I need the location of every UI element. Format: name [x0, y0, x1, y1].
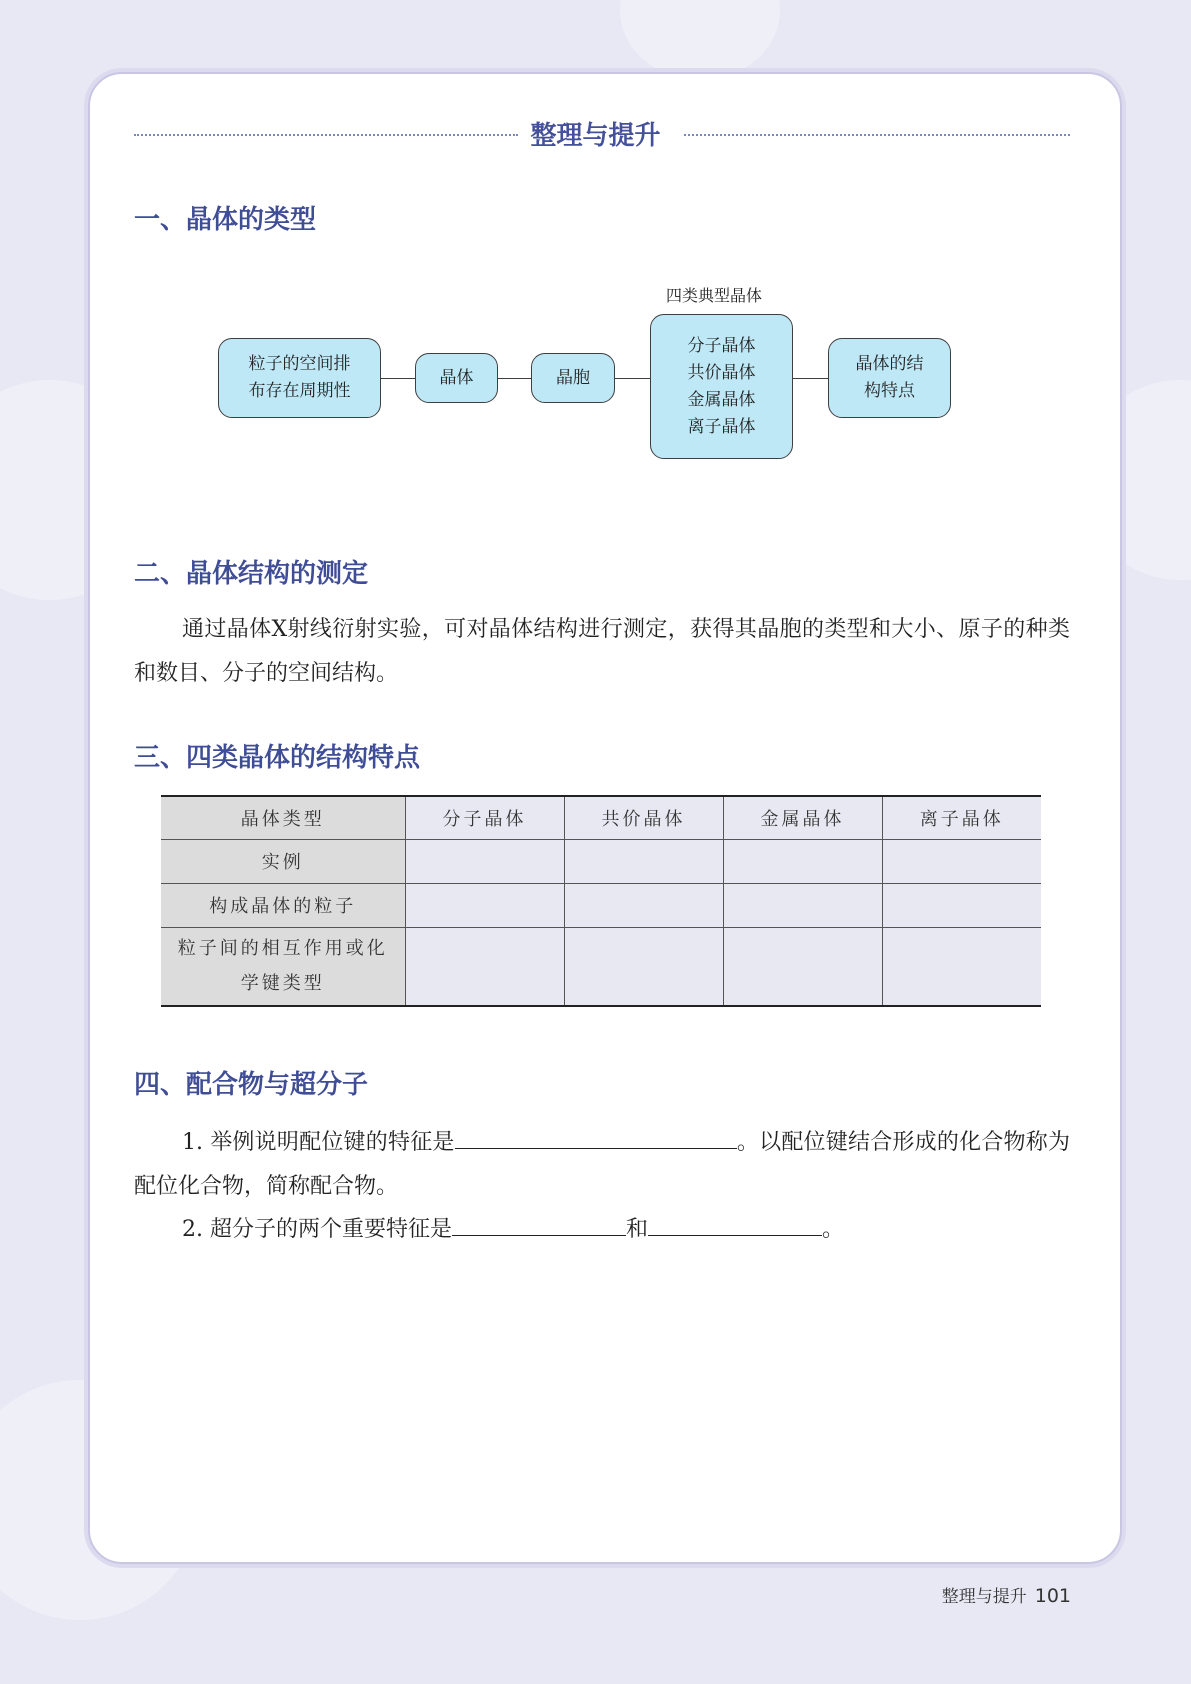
table-header-cell: 分子晶体: [405, 796, 564, 839]
table-row-label-line2: 学键类型: [240, 973, 325, 995]
flow-type-ionic: 离子晶体: [687, 416, 756, 437]
table-header-cell: 离子晶体: [882, 796, 1041, 839]
section2-body: [134, 608, 1070, 696]
section2-heading: 二、晶体结构的测定: [134, 559, 369, 589]
flow-connector: [381, 378, 415, 379]
flow-caption: 四类典型晶体: [666, 286, 763, 305]
page-number: 101: [1034, 1585, 1071, 1607]
flow-box-crystal-label: 晶体: [439, 367, 474, 388]
flow-type-metallic: 金属晶体: [687, 389, 756, 410]
table-cell: [723, 883, 882, 927]
flow-box-features-line1: 晶体的结: [855, 354, 924, 374]
flow-type-molecular: 分子晶体: [687, 335, 756, 356]
question-2: [134, 1207, 1070, 1252]
flow-box-periodicity-line1: 粒子的空间排: [248, 354, 351, 374]
flow-box-features-line2: 构特点: [864, 381, 915, 401]
background-bubble: [620, 0, 780, 80]
question-2-prefix: 2. 超分子的两个重要特征是: [182, 1217, 452, 1242]
flow-box-crystal: [415, 353, 498, 403]
section1-heading: 一、晶体的类型: [134, 205, 317, 235]
section2-body-text: 通过晶体X射线衍射实验，可对晶体结构进行测定，获得其晶胞的类型和大小、原子的种类和数目、分子的空间结构。: [134, 617, 1070, 686]
table-row-label: 构成晶体的粒子: [161, 883, 405, 927]
table-cell: [564, 927, 723, 1006]
table-row: [161, 839, 1041, 883]
crystal-comparison-table: [161, 795, 1041, 1007]
answer-blank[interactable]: [452, 1207, 626, 1236]
table-cell: [405, 927, 564, 1006]
table-row: [161, 883, 1041, 927]
flow-box-periodicity: [218, 338, 381, 418]
table-cell: [564, 883, 723, 927]
flow-box-periodicity-line2: 布存在周期性: [248, 381, 351, 401]
page-title: 整理与提升: [530, 121, 661, 151]
section4-heading: 四、配合物与超分子: [134, 1070, 369, 1100]
table-row-label-line1: 粒子间的相互作用或化: [177, 938, 388, 960]
flow-box-unit-cell-label: 晶胞: [556, 367, 590, 388]
answer-blank[interactable]: [648, 1207, 822, 1236]
table-header-cell: 金属晶体: [723, 796, 882, 839]
table-cell: [405, 883, 564, 927]
flow-connector: [793, 378, 828, 379]
table-cell: [405, 839, 564, 883]
section3-heading: 三、四类晶体的结构特点: [134, 743, 421, 773]
table-cell: [723, 839, 882, 883]
table-row-label: [161, 927, 405, 1006]
question-1-suffix: 。以配位键结合形成的化合物称为配位化合物，简称配合物。: [134, 1130, 1070, 1199]
table-header-cell: 共价晶体: [564, 796, 723, 839]
question-1-prefix: 1. 举例说明配位键的特征是: [182, 1130, 455, 1155]
page-footer: [942, 1582, 1071, 1607]
table-row-label: 实例: [161, 839, 405, 883]
table-cell: [723, 927, 882, 1006]
table-cell: [882, 883, 1041, 927]
question-2-middle: 和: [625, 1217, 648, 1242]
flow-box-unit-cell: [531, 353, 615, 403]
flow-box-structure-features: [828, 338, 951, 418]
answer-blank[interactable]: [455, 1120, 737, 1149]
flow-type-covalent: 共价晶体: [687, 362, 756, 383]
table-cell: [882, 839, 1041, 883]
question-2-suffix: 。: [822, 1217, 845, 1242]
table-cell: [564, 839, 723, 883]
table-row: [161, 927, 1041, 1006]
table-cell: [882, 927, 1041, 1006]
table-header-row: [161, 796, 1041, 839]
flow-connector: [498, 378, 531, 379]
footer-label: 整理与提升: [941, 1587, 1027, 1607]
table-header-cell: 晶体类型: [161, 796, 405, 839]
flow-connector: [615, 378, 650, 379]
flow-box-crystal-types: [650, 314, 793, 459]
question-1: [134, 1120, 1070, 1209]
